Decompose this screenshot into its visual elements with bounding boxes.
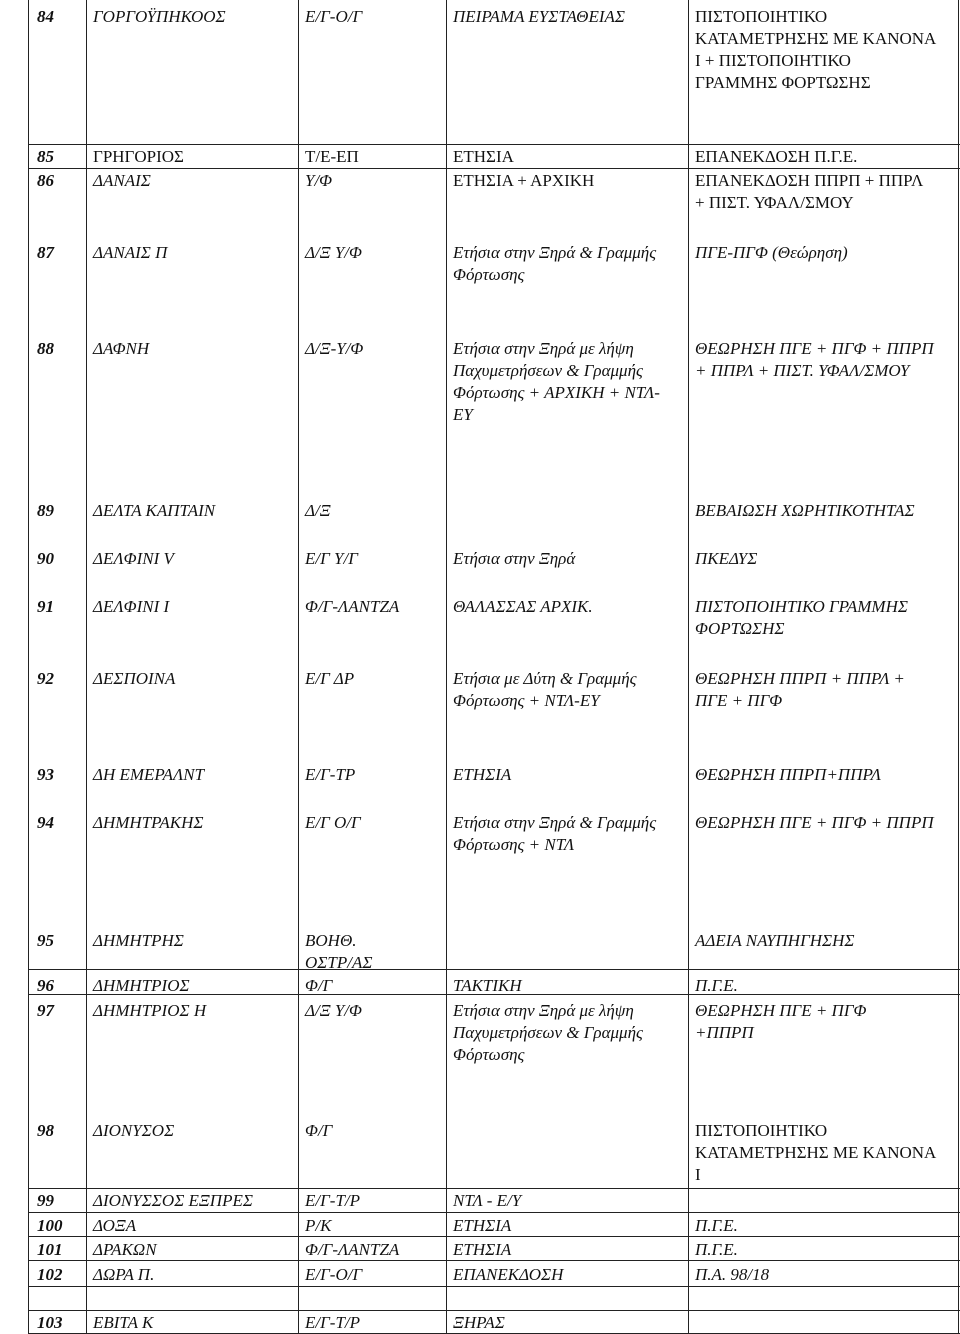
certificate-issued: ΑΔΕΙΑ ΝΑΥΠΗΓΗΣΗΣ (695, 931, 855, 950)
inspection-type: ΕΤΗΣΙΑ + ΑΡΧΙΚΗ (453, 171, 595, 190)
vessel-name: ΔΕΛΦΙΝΙ V (93, 549, 174, 568)
vessel-name: ΔΗΜΗΤΡΗΣ (93, 931, 184, 950)
row-number: 98 (37, 1121, 54, 1140)
table-row-rule (28, 1212, 960, 1213)
vessel-name: ΔΗΜΗΤΡΑΚΗΣ (93, 813, 204, 832)
certificate-issued: ΠΙΣΤΟΠΟΙΗΤΙΚΟ ΚΑΤΑΜΕΤΡΗΣΗΣ ΜΕ ΚΑΝΟΝΑ Ι (695, 1121, 937, 1184)
vessel-name: ΔΗ ΕΜΕΡΑΛΝΤ (93, 765, 205, 784)
vessel-name: ΔΙΟΝΥΣΟΣ (93, 1121, 175, 1140)
table-row-rule (28, 1310, 960, 1311)
table-column-rule (28, 0, 29, 1334)
certificate-issued: ΒΕΒΑΙΩΣΗ ΧΩΡΗΤΙΚΟΤΗΤΑΣ (695, 501, 915, 520)
inspection-type: ΝΤΛ - Ε/Υ (453, 1191, 522, 1210)
certificate-issued: ΠΙΣΤΟΠΟΙΗΤΙΚΟ ΚΑΤΑΜΕΤΡΗΣΗΣ ΜΕ ΚΑΝΟΝΑ Ι + ΠΙΣΤΟΠΟΙΗΤΙΚΟ ΓΡΑΜΜΗΣ ΦΟΡΤΩΣΗΣ (695, 7, 937, 92)
row-number: 88 (37, 339, 54, 358)
inspection-type: ΕΤΗΣΙΑ (453, 765, 512, 784)
row-number: 100 (37, 1216, 63, 1235)
row-number: 87 (37, 243, 54, 262)
vessel-type: ΒΟΗΘ. ΟΣΤΡ/ΑΣ (305, 931, 373, 972)
vessel-type: Ε/Γ-ΤΡ (305, 765, 356, 784)
certificate-issued: ΘΕΩΡΗΣΗ ΠΓΕ + ΠΓΦ +ΠΠΡΠ (695, 1001, 867, 1042)
vessel-type: Φ/Γ-ΛΑΝΤΖΑ (305, 597, 400, 616)
vessel-type: Φ/Γ-ΛΑΝΤΖΑ (305, 1240, 400, 1259)
row-number: 86 (37, 171, 54, 190)
row-number: 99 (37, 1191, 54, 1210)
row-number: 102 (37, 1265, 63, 1284)
vessel-name: ΔΑΝΑΙΣ (93, 171, 151, 190)
table-column-rule (298, 0, 299, 1334)
vessel-type: Ε/Γ-Ο/Γ (305, 1265, 363, 1284)
row-number: 90 (37, 549, 54, 568)
vessel-type: Δ/Ξ Υ/Φ (305, 243, 362, 262)
inspection-type: ΤΑΚΤΙΚΗ (453, 976, 522, 995)
row-number: 96 (37, 976, 54, 995)
row-number: 97 (37, 1001, 54, 1020)
vessel-name: ΔΑΝΑΙΣ Π (93, 243, 168, 262)
inspection-type: Ετήσια στην Ξηρά με λήψη Παχυμετρήσεων & Γραμμής Φόρτωσης (453, 1001, 643, 1064)
certificate-issued: Π.Α. 98/18 (695, 1265, 770, 1284)
inspection-type: ΞΗΡΑΣ (453, 1313, 505, 1332)
vessel-type: Ε/Γ ΔΡ (305, 669, 355, 688)
vessel-name: ΔΟΞΑ (93, 1216, 137, 1235)
vessel-type: Ε/Γ Υ/Γ (305, 549, 358, 568)
row-number: 101 (37, 1240, 63, 1259)
vessel-name: ΔΡΑΚΩΝ (93, 1240, 157, 1259)
certificate-issued: Π.Γ.Ε. (695, 1240, 738, 1259)
vessel-name: ΔΙΟΝΥΣΣΟΣ ΕΞΠΡΕΣ (93, 1191, 253, 1210)
certificate-issued: ΠΙΣΤΟΠΟΙΗΤΙΚΟ ΓΡΑΜΜΗΣ ΦΟΡΤΩΣΗΣ (695, 597, 908, 638)
table-column-rule (86, 0, 87, 1334)
row-number: 103 (37, 1313, 63, 1332)
inspection-type: ΕΠΑΝΕΚΔΟΣΗ (453, 1265, 564, 1284)
vessel-name: ΔΕΛΦΙΝΙ Ι (93, 597, 170, 616)
inspection-type: Ετήσια στην Ξηρά με λήψη Παχυμετρήσεων & Γραμμής Φόρτωσης + ΑΡΧΙΚΗ + ΝΤΛ- ΕΥ (453, 339, 660, 424)
certificate-issued: ΘΕΩΡΗΣΗ ΠΓΕ + ΠΓΦ + ΠΠΡΠ + ΠΠΡΛ + ΠΙΣΤ. ΥΦΑΛ/ΣΜΟΥ (695, 339, 934, 380)
row-number: 92 (37, 669, 54, 688)
certificate-issued: ΠΚΕΔΥΣ (695, 549, 758, 568)
certificate-issued: ΕΠΑΝΕΚΔΟΣΗ ΠΠΡΠ + ΠΠΡΛ + ΠΙΣΤ. ΥΦΑΛ/ΣΜΟΥ (695, 171, 924, 212)
certificate-issued: Π.Γ.Ε. (695, 1216, 738, 1235)
table-row-rule (28, 969, 960, 970)
vessel-type: Ε/Γ-Ο/Γ (305, 7, 363, 26)
vessel-name: ΕΒΙΤΑ Κ (93, 1313, 154, 1332)
table-row-rule (28, 144, 960, 145)
vessel-type: Υ/Φ (305, 171, 333, 190)
vessel-name: ΔΩΡΑ Π. (93, 1265, 155, 1284)
inspection-type: Ετήσια στην Ξηρά (453, 549, 576, 568)
table-row-rule (28, 1286, 960, 1287)
vessel-type: Τ/Ε-ΕΠ (305, 147, 359, 166)
table-column-rule (958, 0, 959, 1334)
vessel-name: ΔΑΦΝΗ (93, 339, 150, 358)
vessel-type: Φ/Γ (305, 976, 333, 995)
vessel-type: Δ/Ξ-Υ/Φ (305, 339, 364, 358)
row-number: 85 (37, 147, 54, 166)
row-number: 94 (37, 813, 54, 832)
vessel-name: ΔΕΛΤΑ ΚΑΠΤΑΙΝ (93, 501, 216, 520)
inspection-type: Ετήσια στην Ξηρά & Γραμμής Φόρτωσης + ΝΤΛ (453, 813, 657, 854)
vessel-type: Ε/Γ Ο/Γ (305, 813, 361, 832)
table-column-rule (688, 0, 689, 1334)
certificate-issued: ΘΕΩΡΗΣΗ ΠΠΡΠ+ΠΠΡΛ (695, 765, 881, 784)
vessel-type: Δ/Ξ Υ/Φ (305, 1001, 362, 1020)
table-column-rule (446, 0, 447, 1334)
vessel-name: ΓΡΗΓΟΡΙΟΣ (93, 147, 184, 166)
inspection-type: Ετήσια με Δύτη & Γραμμής Φόρτωσης + ΝΤΛ-ΕΥ (453, 669, 637, 710)
vessel-name: ΔΗΜΗΤΡΙΟΣ Η (93, 1001, 207, 1020)
certificate-issued: ΠΓΕ-ΠΓΦ (Θεώρηση) (695, 243, 848, 262)
vessel-type: Δ/Ξ (305, 501, 331, 520)
vessel-name: ΔΗΜΗΤΡΙΟΣ (93, 976, 190, 995)
row-number: 93 (37, 765, 54, 784)
inspection-type: ΘΑΛΑΣΣΑΣ ΑΡΧΙΚ. (453, 597, 593, 616)
certificate-issued: ΘΕΩΡΗΣΗ ΠΠΡΠ + ΠΠΡΛ + ΠΓΕ + ΠΓΦ (695, 669, 905, 710)
table-row-rule (28, 168, 960, 169)
inspection-type: ΕΤΗΣΙΑ (453, 1216, 512, 1235)
certificate-issued: Π.Γ.Ε. (695, 976, 738, 995)
certificate-issued: ΘΕΩΡΗΣΗ ΠΓΕ + ΠΓΦ + ΠΠΡΠ (695, 813, 934, 832)
inspection-type: ΠΕΙΡΑΜΑ ΕΥΣΤΑΘΕΙΑΣ (453, 7, 625, 26)
inspection-type: ΕΤΗΣΙΑ (453, 1240, 512, 1259)
row-number: 89 (37, 501, 54, 520)
inspection-type: Ετήσια στην Ξηρά & Γραμμής Φόρτωσης (453, 243, 657, 284)
table-row-rule (28, 1188, 960, 1189)
vessel-type: Ε/Γ-Τ/Ρ (305, 1313, 361, 1332)
inspection-type: ΕΤΗΣΙΑ (453, 147, 514, 166)
certificate-issued: ΕΠΑΝΕΚΔΟΣΗ Π.Γ.Ε. (695, 147, 858, 166)
vessel-type: Φ/Γ (305, 1121, 333, 1140)
vessel-name: ΔΕΣΠΟΙΝΑ (93, 669, 176, 688)
vessel-type: Ρ/Κ (305, 1216, 332, 1235)
row-number: 91 (37, 597, 54, 616)
row-number: 95 (37, 931, 54, 950)
vessel-name: ΓΟΡΓΟΫΠΗΚΟΟΣ (93, 7, 226, 26)
vessel-type: Ε/Γ-Τ/Ρ (305, 1191, 361, 1210)
row-number: 84 (37, 7, 54, 26)
